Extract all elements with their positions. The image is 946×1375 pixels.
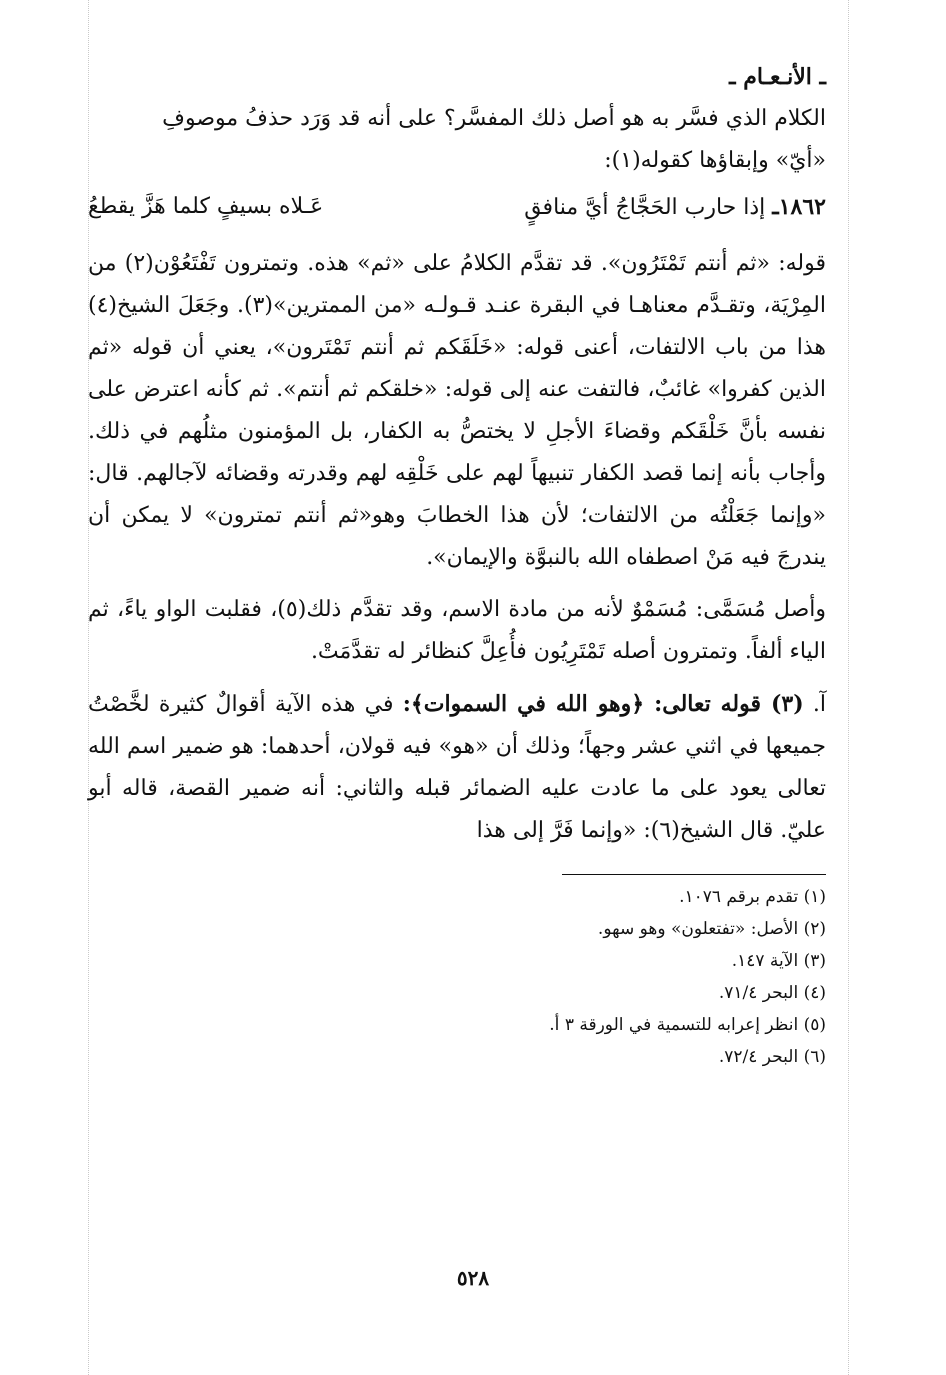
- verse-number: ١٨٦٢ـ: [772, 194, 826, 220]
- document-page: [88, 64, 826, 1073]
- verse-first-hemistich: [524, 186, 826, 229]
- scan-guide-line: [848, 0, 849, 1375]
- body-paragraph: قوله: «ثم أنتم تَمْتَرُون». قد تقدَّم الكلامُ على «ثم» هذه. وتمترون تَفْتَعُوْن(٢) من المِرْيَة، وتقـدَّم معناهـا في البقرة عنـد قـولـه «من الممترين»(٣). وجَعَلَ الشيخ(٤) هذا من باب الالتفات، أعنى قوله: «خَلَقَكم ثم أنتم تَمْتَرون»، يعني أن قوله «ثم الذين كفروا» غائبٌ، فالتفت عنه إلى قوله: «خلقكم ثم أنتم». ثم كأنه اعترض على نفسه بأنَّ خَلْقَكم وقضاءَ الأجلِ لا يختصُّ به الكفار، بل المؤمنون مثلُهم في ذلك. وأجاب بأنه إنما قصد الكفار تنبيهاً لهم على خَلْقِه لهم وقدرته وقضائه لآجالهم. قال: «وإنما جَعَلْتُه من الالتفات؛ لأن هذا الخطابَ وهو«ثم أنتم تمترون» لا يمكن أن يندرجَ فيه مَنْ اصطفاه الله بالنبوَّة والإيمان».: [88, 251, 826, 570]
- running-header: ـ الأنـعـام ـ: [729, 64, 826, 90]
- footnote: (٣) الآية ١٤٧.: [731, 951, 826, 971]
- intro-line-2: «أيّ» وإبقاؤها كقوله(١):: [604, 148, 826, 173]
- footnote: (٤) البحر ٧١/٤.: [718, 983, 826, 1003]
- footnote-separator: [562, 874, 826, 875]
- footnotes: [88, 881, 826, 1073]
- intro-line-1: الكلام الذي فسَّر به هو أصل ذلك المفسَّر؟ على أنه قد وَرَد حذفُ موصوفِ: [162, 106, 826, 131]
- verse-first-half: إذا حارب الحَجَّاجُ أيَّ منافقٍ: [524, 195, 766, 220]
- poetry-verse: [88, 186, 826, 229]
- section-heading: (٣) قوله تعالى: ﴿وهو الله في السموات﴾:: [402, 691, 804, 717]
- section-paragraph: [88, 683, 826, 852]
- footnote: (٥) انظر إعرابه للتسمية في الورقة ٣ أ.: [549, 1015, 826, 1035]
- section-text: في هذه الآية أقوالٌ كثيرة لخَّصْتُ جميعها في اثني عشر وجهاً؛ وذلك أن «هو» فيه قولان، أحدهما: هو ضمير اسم الله تعالى يعود على ما عادت عليه الضمائر قبله والثاني: أنه ضمير القصة، قاله أبو عليّ. قال الشيخ(٦): «وإنما فَرَّ إلى هذا: [88, 692, 826, 843]
- footnote: (٦) البحر ٧٢/٤.: [718, 1047, 826, 1067]
- section-marker: آ.: [812, 692, 826, 717]
- verse-second-half: عَـلاه بسيفٍ كلما هَزَّ يقطعُ: [88, 194, 324, 219]
- body-paragraph: وأصل مُسَمَّى: مُسَمْوٌ لأنه من مادة الاسم، وقد تقدَّم ذلك(٥)، فقلبت الواو ياءً، ثم الياء ألفاً. وتمترون أصله تَمْتَرِيُون فأُعِلَّ كنظائر له تقدَّمَتْ.: [88, 597, 827, 664]
- page-number: ٥٢٨: [456, 1266, 490, 1290]
- footnote: (١) تقدم برقم ١٠٧٦.: [679, 887, 826, 907]
- footnote: (٢) الأصل: «تفتعلون» وهو سهو.: [597, 919, 826, 939]
